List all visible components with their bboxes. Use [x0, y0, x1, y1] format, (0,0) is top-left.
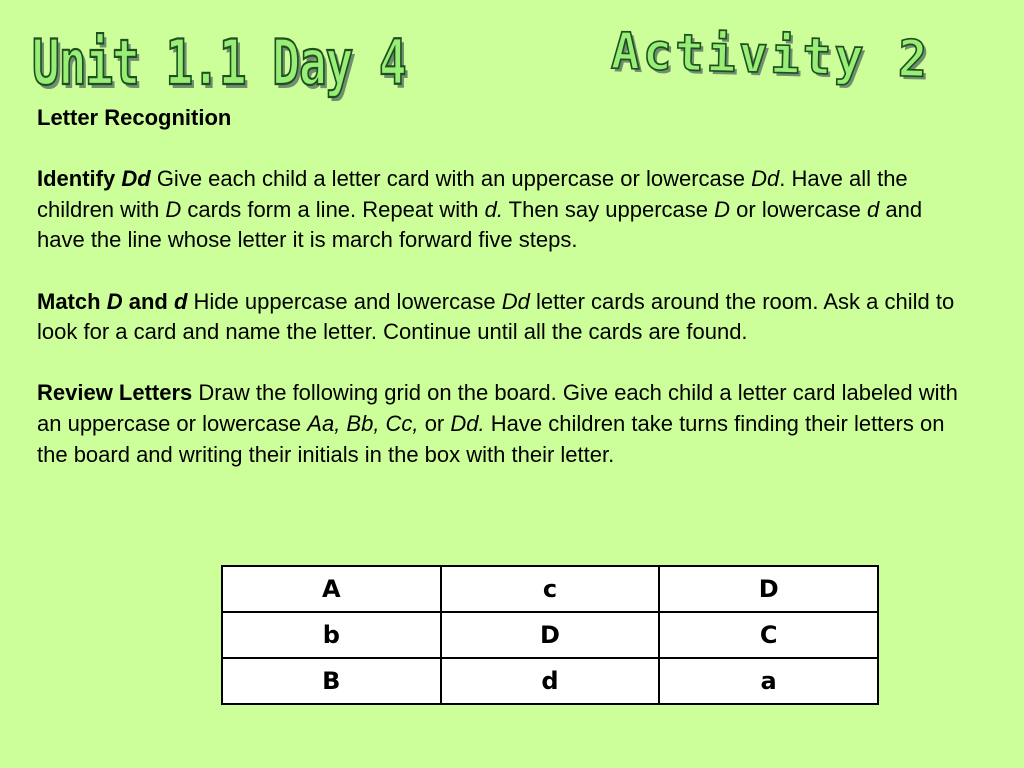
grid-cell: A — [222, 566, 441, 612]
identify-label: Identify — [37, 166, 116, 192]
activity-title: Activity 2 — [610, 22, 931, 90]
identify-paragraph: Identify Dd Give each child a letter card with an uppercase or lowercase Dd. Have all the children with D cards form a line. Repeat with d. Then say uppercase D or lowercase d and have the line whose letter it is march forward five steps. — [37, 166, 923, 253]
unit-day-title: Unit 1.1 Day 4 — [32, 26, 406, 99]
grid-cell: c — [441, 566, 660, 612]
grid-row — [222, 658, 878, 704]
grid-cell: d — [441, 658, 660, 704]
review-label: Review Letters — [37, 380, 193, 406]
grid-row — [222, 612, 878, 658]
grid-cell: a — [659, 658, 878, 704]
match-paragraph: Match D and d Hide uppercase and lowercase Dd letter cards around the room. Ask a child to look for a card and name the letter. Continue until all the cards are found. — [37, 288, 955, 345]
grid-cell: B — [222, 658, 441, 704]
grid-cell: b — [222, 612, 441, 658]
letter-grid — [221, 565, 879, 705]
identify-label-letters: Dd — [121, 166, 151, 192]
grid-row — [222, 566, 878, 612]
grid-cell: D — [441, 612, 660, 658]
grid-cell: D — [659, 566, 878, 612]
grid-cell: C — [659, 612, 878, 658]
section-heading: Letter Recognition — [37, 105, 232, 130]
review-paragraph: Review Letters Draw the following grid on the board. Give each child a letter card labeled with an uppercase or lowercase Aa, Bb, Cc, or Dd. Have children take turns finding their letters on the board and writing their initials in the box with their letter. — [37, 380, 958, 467]
match-label: Match — [37, 288, 101, 314]
lesson-content — [37, 103, 967, 501]
